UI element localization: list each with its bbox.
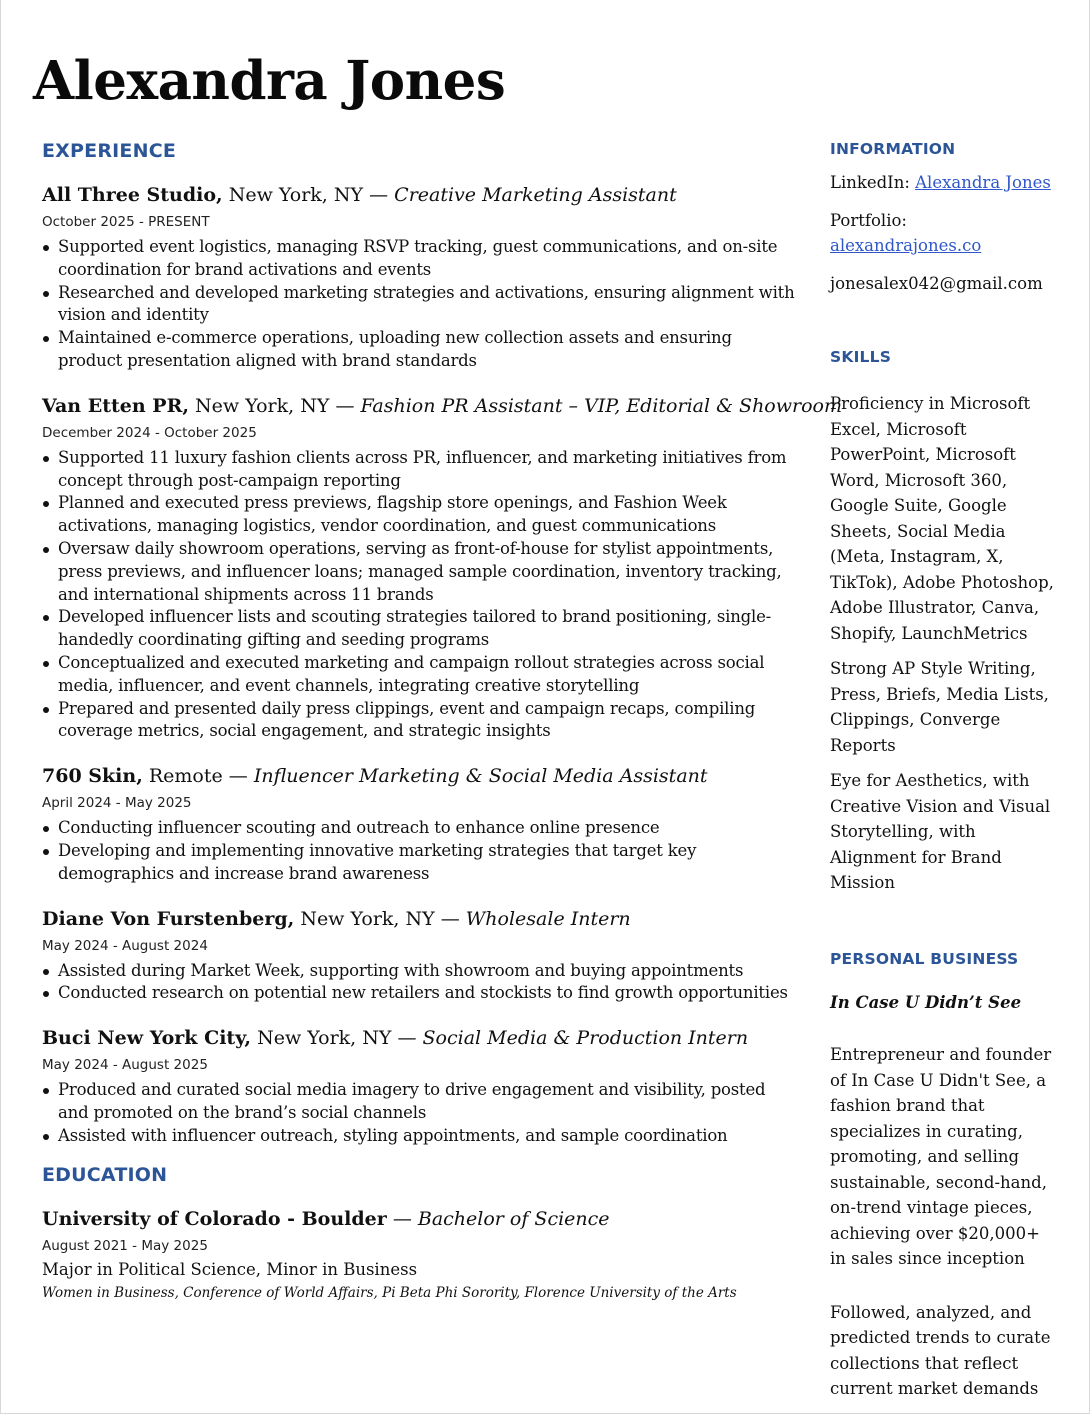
job-location: New York, NY	[195, 394, 330, 417]
education-activities: Women in Business, Conference of World Affairs, Pi Beta Phi Sorority, Florence University of the Arts	[42, 1284, 737, 1301]
education-head	[42, 1206, 797, 1232]
portfolio-line	[830, 208, 1060, 259]
job-bullets	[42, 960, 797, 1006]
bullet-item: Prepared and presented daily press clippings, event and campaign recaps, compiling coverage metrics, social engagement, and strategic insights	[42, 698, 797, 744]
education-dates: August 2021 - May 2025	[42, 1237, 208, 1254]
job-separator: —	[369, 184, 389, 206]
job-bullets	[42, 236, 797, 373]
job-dates: December 2024 - October 2025	[42, 424, 257, 441]
bullet-item: Conceptualized and executed marketing and campaign rollout strategies across social media, influencer, and event channels, integrating creative storytelling	[42, 652, 797, 698]
job-role: Creative Marketing Assistant	[394, 184, 677, 206]
school-name: University of Colorado - Boulder	[42, 1207, 387, 1230]
bullet-item: Assisted with influencer outreach, styling appointments, and sample coordination	[42, 1125, 797, 1148]
bullet-item: Supported 11 luxury fashion clients across PR, influencer, and marketing initiatives from concept through post-campaign reporting	[42, 447, 797, 493]
bullet-item: Planned and executed press previews, flagship store openings, and Fashion Week activations, managing logistics, vendor coordination, and guest communications	[42, 492, 797, 538]
portfolio-label: Portfolio:	[830, 210, 907, 230]
job-separator: —	[335, 394, 355, 417]
job-bullets	[42, 447, 797, 743]
job-head	[42, 906, 797, 932]
job-role: Influencer Marketing & Social Media Assistant	[253, 765, 708, 788]
bullet-item: Assisted during Market Week, supporting with showroom and buying appointments	[42, 960, 797, 983]
job-separator: —	[228, 765, 248, 788]
bullet-item: Supported event logistics, managing RSVP tracking, guest communications, and on-site coordination for brand activations and events	[42, 236, 797, 282]
linkedin-label: LinkedIn:	[830, 173, 910, 192]
bullet-item: Produced and curated social media imagery to drive engagement and visibility, posted and promoted on the brand’s social channels	[42, 1079, 797, 1125]
personal-business-heading: PERSONAL BUSINESS	[830, 949, 1019, 968]
job-entry	[42, 906, 797, 1006]
bullet-item: Developing and implementing innovative marketing strategies that target key demographics and increase brand awareness	[42, 840, 797, 886]
skill-item: Eye for Aesthetics, with Creative Vision and Visual Storytelling, with Alignment for Brand Mission	[830, 771, 1051, 892]
bullet-item: Maintained e-commerce operations, uploading new collection assets and ensuring product presentation aligned with brand standards	[42, 327, 797, 373]
business-trends: Followed, analyzed, and predicted trends to curate collections that reflect current market demands	[830, 1302, 1051, 1398]
job-location: New York, NY	[300, 907, 435, 930]
job-head	[42, 1025, 797, 1051]
education-entry	[42, 1206, 797, 1301]
job-head	[42, 763, 797, 789]
bullet-item: Conducted research on potential new retailers and stockists to find growth opportunities	[42, 982, 797, 1005]
job-org: 760 Skin,	[42, 765, 143, 788]
skill-item: Proficiency in Microsoft Excel, Microsoft PowerPoint, Microsoft Word, Microsoft 360, Google Suite, Google Sheets, Social Media (Meta, Instagram, X, TikTok), Adobe Photoshop, Adobe Illustrator, Canva, Shopify, LaunchMetrics	[830, 394, 1054, 643]
job-role: Wholesale Intern	[465, 907, 631, 930]
skill-item: Strong AP Style Writing, Press, Briefs, Media Lists, Clippings, Converge Reports	[830, 659, 1049, 755]
information-heading: INFORMATION	[830, 140, 956, 158]
main-column	[42, 140, 842, 1301]
job-entry	[42, 393, 842, 743]
job-separator: —	[397, 1027, 417, 1050]
resume-name: Alexandra Jones	[33, 50, 506, 112]
job-role: Social Media & Production Intern	[422, 1027, 749, 1050]
education-separator: —	[392, 1207, 412, 1230]
business-name: In Case U Didn’t See	[830, 992, 1022, 1012]
job-role: Fashion PR Assistant – VIP, Editorial & Showroom	[360, 394, 842, 417]
job-location: Remote	[148, 765, 223, 788]
job-org: Diane Von Furstenberg,	[42, 907, 295, 930]
bullet-item: Oversaw daily showroom operations, serving as front-of-house for stylist appointments, press previews, and influencer loans; managed sample coordination, inventory tracking, and international shipments across 11 brands	[42, 538, 797, 606]
business-description: Entrepreneur and founder of In Case U Didn't See, a fashion brand that specializes in curating, promoting, and selling sustainable, second-hand, on-trend vintage pieces, achieving over $20,000+ in sales since inception	[830, 1045, 1052, 1268]
job-location: New York, NY	[228, 184, 364, 206]
linkedin-line	[830, 170, 1060, 196]
degree: Bachelor of Science	[417, 1207, 610, 1230]
education-major: Major in Political Science, Minor in Business	[42, 1259, 418, 1279]
job-org: Buci New York City,	[42, 1027, 252, 1050]
bullet-item: Researched and developed marketing strategies and activations, ensuring alignment with vision and identity	[42, 282, 797, 328]
job-bullets	[42, 817, 797, 885]
bullet-item: Conducting influencer scouting and outreach to enhance online presence	[42, 817, 797, 840]
job-separator: —	[440, 907, 460, 930]
job-head	[42, 393, 842, 419]
email-text: jonesalex042@gmail.com	[830, 273, 1043, 293]
skills-block	[830, 391, 1060, 896]
side-column	[830, 140, 1060, 1402]
experience-heading: EXPERIENCE	[42, 140, 177, 162]
personal-business-block	[830, 990, 1060, 1402]
job-entry	[42, 763, 797, 885]
job-dates: April 2024 - May 2025	[42, 795, 192, 812]
job-dates: October 2025 - PRESENT	[42, 214, 210, 230]
skills-heading: SKILLS	[830, 348, 892, 366]
job-dates: May 2024 - August 2025	[42, 1057, 208, 1074]
bullet-item: Developed influencer lists and scouting strategies tailored to brand positioning, single-handedly coordinating gifting and seeding programs	[42, 606, 797, 652]
linkedin-link[interactable]: Alexandra Jones	[915, 173, 1051, 192]
job-bullets	[42, 1079, 797, 1147]
job-head	[42, 182, 797, 208]
education-heading: EDUCATION	[42, 1163, 168, 1186]
experience-list	[42, 182, 842, 1148]
job-entry	[42, 182, 797, 373]
information-block	[830, 170, 1060, 296]
portfolio-link[interactable]: alexandrajones.co	[830, 236, 982, 255]
job-location: New York, NY	[257, 1027, 392, 1050]
job-dates: May 2024 - August 2024	[42, 937, 208, 954]
job-org: All Three Studio,	[42, 184, 223, 206]
job-org: Van Etten PR,	[42, 394, 189, 417]
job-entry	[42, 1025, 797, 1147]
